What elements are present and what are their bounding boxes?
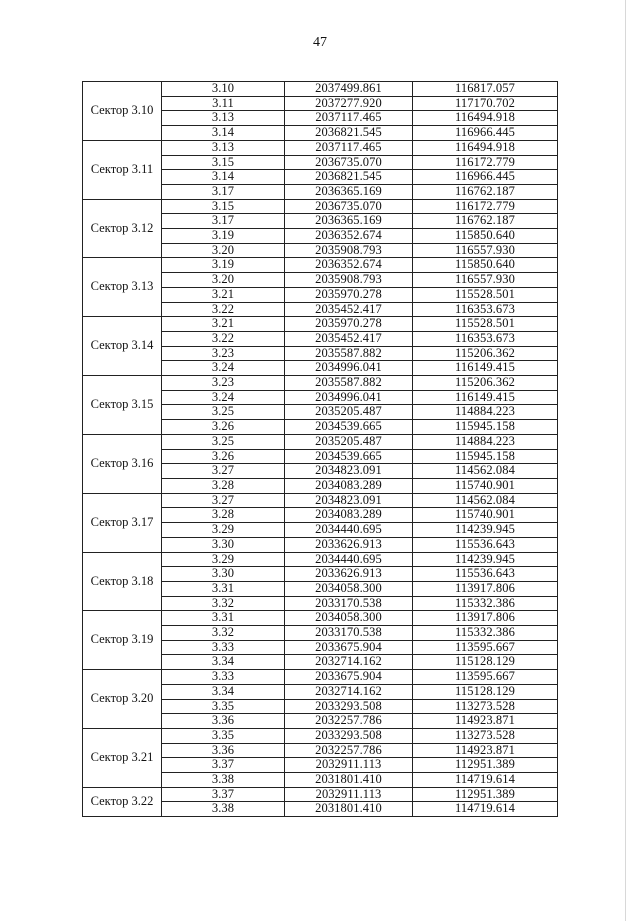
sector-group — [83, 728, 558, 787]
point-number-cell: 3.13 — [162, 140, 285, 155]
x-coordinate-cell: 2035452.417 — [285, 331, 413, 346]
x-coordinate-cell: 2032714.162 — [285, 655, 413, 670]
y-coordinate-cell: 114884.223 — [413, 434, 558, 449]
y-coordinate-cell: 114923.871 — [413, 743, 558, 758]
point-number-cell: 3.32 — [162, 626, 285, 641]
y-coordinate-cell: 116353.673 — [413, 331, 558, 346]
y-coordinate-cell: 116172.779 — [413, 155, 558, 170]
x-coordinate-cell: 2033626.913 — [285, 537, 413, 552]
x-coordinate-cell: 2036352.674 — [285, 229, 413, 244]
sector-name-cell: Сектор 3.18 — [83, 552, 162, 611]
point-number-cell: 3.29 — [162, 552, 285, 567]
y-coordinate-cell: 115206.362 — [413, 376, 558, 391]
point-number-cell: 3.36 — [162, 743, 285, 758]
y-coordinate-cell: 114239.945 — [413, 523, 558, 538]
sector-group — [83, 199, 558, 258]
table-row — [83, 611, 558, 626]
x-coordinate-cell: 2035205.487 — [285, 405, 413, 420]
y-coordinate-cell: 115850.640 — [413, 229, 558, 244]
y-coordinate-cell: 116557.930 — [413, 273, 558, 288]
x-coordinate-cell: 2035587.882 — [285, 376, 413, 391]
x-coordinate-cell: 2035587.882 — [285, 346, 413, 361]
x-coordinate-cell: 2031801.410 — [285, 773, 413, 788]
y-coordinate-cell: 114239.945 — [413, 552, 558, 567]
x-coordinate-cell: 2034996.041 — [285, 361, 413, 376]
y-coordinate-cell: 116966.445 — [413, 170, 558, 185]
sector-group — [83, 258, 558, 317]
y-coordinate-cell: 115740.901 — [413, 508, 558, 523]
x-coordinate-cell: 2032714.162 — [285, 684, 413, 699]
y-coordinate-cell: 115206.362 — [413, 346, 558, 361]
x-coordinate-cell: 2036365.169 — [285, 184, 413, 199]
y-coordinate-cell: 115128.129 — [413, 655, 558, 670]
y-coordinate-cell: 116817.057 — [413, 82, 558, 97]
table-row — [83, 552, 558, 567]
table-row — [83, 670, 558, 685]
x-coordinate-cell: 2032257.786 — [285, 714, 413, 729]
y-coordinate-cell: 113595.667 — [413, 640, 558, 655]
y-coordinate-cell: 112951.389 — [413, 787, 558, 802]
point-number-cell: 3.17 — [162, 184, 285, 199]
x-coordinate-cell: 2033626.913 — [285, 567, 413, 582]
point-number-cell: 3.27 — [162, 493, 285, 508]
point-number-cell: 3.30 — [162, 537, 285, 552]
x-coordinate-cell: 2034823.091 — [285, 493, 413, 508]
point-number-cell: 3.10 — [162, 82, 285, 97]
table-row — [83, 376, 558, 391]
point-number-cell: 3.26 — [162, 420, 285, 435]
point-number-cell: 3.37 — [162, 787, 285, 802]
table-row — [83, 140, 558, 155]
table-row — [83, 258, 558, 273]
x-coordinate-cell: 2034058.300 — [285, 611, 413, 626]
y-coordinate-cell: 115945.158 — [413, 449, 558, 464]
point-number-cell: 3.34 — [162, 684, 285, 699]
point-number-cell: 3.38 — [162, 802, 285, 817]
y-coordinate-cell: 116762.187 — [413, 184, 558, 199]
y-coordinate-cell: 115332.386 — [413, 626, 558, 641]
x-coordinate-cell: 2034539.665 — [285, 420, 413, 435]
point-number-cell: 3.20 — [162, 273, 285, 288]
sector-group — [83, 670, 558, 729]
point-number-cell: 3.30 — [162, 567, 285, 582]
sector-group — [83, 552, 558, 611]
y-coordinate-cell: 115332.386 — [413, 596, 558, 611]
point-number-cell: 3.35 — [162, 699, 285, 714]
point-number-cell: 3.15 — [162, 155, 285, 170]
y-coordinate-cell: 114719.614 — [413, 773, 558, 788]
x-coordinate-cell: 2035205.487 — [285, 434, 413, 449]
y-coordinate-cell: 114719.614 — [413, 802, 558, 817]
sector-name-cell: Сектор 3.22 — [83, 787, 162, 816]
x-coordinate-cell: 2032911.113 — [285, 758, 413, 773]
point-number-cell: 3.23 — [162, 346, 285, 361]
point-number-cell: 3.21 — [162, 317, 285, 332]
x-coordinate-cell: 2037117.465 — [285, 140, 413, 155]
x-coordinate-cell: 2036821.545 — [285, 126, 413, 141]
sector-group — [83, 493, 558, 552]
y-coordinate-cell: 115528.501 — [413, 287, 558, 302]
point-number-cell: 3.21 — [162, 287, 285, 302]
point-number-cell: 3.23 — [162, 376, 285, 391]
x-coordinate-cell: 2032257.786 — [285, 743, 413, 758]
page-edge-line — [625, 0, 626, 921]
y-coordinate-cell: 115945.158 — [413, 420, 558, 435]
x-coordinate-cell: 2034083.289 — [285, 478, 413, 493]
x-coordinate-cell: 2033293.508 — [285, 728, 413, 743]
sector-name-cell: Сектор 3.20 — [83, 670, 162, 729]
table-row — [83, 82, 558, 97]
sector-name-cell: Сектор 3.16 — [83, 434, 162, 493]
point-number-cell: 3.35 — [162, 728, 285, 743]
x-coordinate-cell: 2033675.904 — [285, 670, 413, 685]
point-number-cell: 3.14 — [162, 126, 285, 141]
sector-group — [83, 82, 558, 141]
point-number-cell: 3.31 — [162, 581, 285, 596]
point-number-cell: 3.20 — [162, 243, 285, 258]
point-number-cell: 3.22 — [162, 302, 285, 317]
y-coordinate-cell: 114884.223 — [413, 405, 558, 420]
point-number-cell: 3.19 — [162, 258, 285, 273]
x-coordinate-cell: 2034083.289 — [285, 508, 413, 523]
point-number-cell: 3.27 — [162, 464, 285, 479]
x-coordinate-cell: 2037499.861 — [285, 82, 413, 97]
x-coordinate-cell: 2036735.070 — [285, 199, 413, 214]
table-row — [83, 493, 558, 508]
x-coordinate-cell: 2035908.793 — [285, 243, 413, 258]
point-number-cell: 3.11 — [162, 96, 285, 111]
y-coordinate-cell: 116353.673 — [413, 302, 558, 317]
y-coordinate-cell: 116557.930 — [413, 243, 558, 258]
point-number-cell: 3.24 — [162, 390, 285, 405]
sector-name-cell: Сектор 3.10 — [83, 82, 162, 141]
x-coordinate-cell: 2034823.091 — [285, 464, 413, 479]
point-number-cell: 3.34 — [162, 655, 285, 670]
sector-group — [83, 317, 558, 376]
point-number-cell: 3.31 — [162, 611, 285, 626]
y-coordinate-cell: 115536.643 — [413, 567, 558, 582]
x-coordinate-cell: 2033170.538 — [285, 596, 413, 611]
sector-group — [83, 434, 558, 493]
x-coordinate-cell: 2035970.278 — [285, 317, 413, 332]
x-coordinate-cell: 2034440.695 — [285, 552, 413, 567]
y-coordinate-cell: 117170.702 — [413, 96, 558, 111]
coordinates-table — [82, 81, 558, 817]
x-coordinate-cell: 2036735.070 — [285, 155, 413, 170]
page-number: 47 — [313, 35, 327, 50]
point-number-cell: 3.36 — [162, 714, 285, 729]
x-coordinate-cell: 2034058.300 — [285, 581, 413, 596]
table-row — [83, 199, 558, 214]
sector-group — [83, 140, 558, 199]
sector-name-cell: Сектор 3.14 — [83, 317, 162, 376]
x-coordinate-cell: 2036365.169 — [285, 214, 413, 229]
sector-name-cell: Сектор 3.11 — [83, 140, 162, 199]
y-coordinate-cell: 113917.806 — [413, 581, 558, 596]
point-number-cell: 3.37 — [162, 758, 285, 773]
x-coordinate-cell: 2034539.665 — [285, 449, 413, 464]
x-coordinate-cell: 2037277.920 — [285, 96, 413, 111]
x-coordinate-cell: 2036352.674 — [285, 258, 413, 273]
table-row — [83, 434, 558, 449]
x-coordinate-cell: 2035452.417 — [285, 302, 413, 317]
y-coordinate-cell: 113273.528 — [413, 699, 558, 714]
y-coordinate-cell: 114562.084 — [413, 464, 558, 479]
point-number-cell: 3.33 — [162, 640, 285, 655]
point-number-cell: 3.25 — [162, 405, 285, 420]
y-coordinate-cell: 113917.806 — [413, 611, 558, 626]
y-coordinate-cell: 116494.918 — [413, 140, 558, 155]
point-number-cell: 3.25 — [162, 434, 285, 449]
y-coordinate-cell: 115850.640 — [413, 258, 558, 273]
point-number-cell: 3.28 — [162, 478, 285, 493]
x-coordinate-cell: 2034440.695 — [285, 523, 413, 538]
point-number-cell: 3.29 — [162, 523, 285, 538]
table-row — [83, 787, 558, 802]
y-coordinate-cell: 113273.528 — [413, 728, 558, 743]
point-number-cell: 3.17 — [162, 214, 285, 229]
point-number-cell: 3.15 — [162, 199, 285, 214]
sector-name-cell: Сектор 3.13 — [83, 258, 162, 317]
y-coordinate-cell: 116149.415 — [413, 361, 558, 376]
y-coordinate-cell: 115536.643 — [413, 537, 558, 552]
point-number-cell: 3.24 — [162, 361, 285, 376]
sector-name-cell: Сектор 3.12 — [83, 199, 162, 258]
y-coordinate-cell: 114923.871 — [413, 714, 558, 729]
y-coordinate-cell: 116172.779 — [413, 199, 558, 214]
x-coordinate-cell: 2035908.793 — [285, 273, 413, 288]
y-coordinate-cell: 116966.445 — [413, 126, 558, 141]
point-number-cell: 3.28 — [162, 508, 285, 523]
point-number-cell: 3.14 — [162, 170, 285, 185]
sector-name-cell: Сектор 3.19 — [83, 611, 162, 670]
table-row — [83, 728, 558, 743]
point-number-cell: 3.38 — [162, 773, 285, 788]
y-coordinate-cell: 115528.501 — [413, 317, 558, 332]
x-coordinate-cell: 2032911.113 — [285, 787, 413, 802]
table-row — [83, 317, 558, 332]
sector-group — [83, 787, 558, 816]
x-coordinate-cell: 2033293.508 — [285, 699, 413, 714]
y-coordinate-cell: 115128.129 — [413, 684, 558, 699]
y-coordinate-cell: 114562.084 — [413, 493, 558, 508]
point-number-cell: 3.22 — [162, 331, 285, 346]
x-coordinate-cell: 2031801.410 — [285, 802, 413, 817]
sector-group — [83, 376, 558, 435]
point-number-cell: 3.26 — [162, 449, 285, 464]
x-coordinate-cell: 2035970.278 — [285, 287, 413, 302]
y-coordinate-cell: 116762.187 — [413, 214, 558, 229]
x-coordinate-cell: 2037117.465 — [285, 111, 413, 126]
point-number-cell: 3.13 — [162, 111, 285, 126]
y-coordinate-cell: 112951.389 — [413, 758, 558, 773]
x-coordinate-cell: 2033675.904 — [285, 640, 413, 655]
point-number-cell: 3.32 — [162, 596, 285, 611]
y-coordinate-cell: 116149.415 — [413, 390, 558, 405]
point-number-cell: 3.33 — [162, 670, 285, 685]
y-coordinate-cell: 116494.918 — [413, 111, 558, 126]
sector-name-cell: Сектор 3.21 — [83, 728, 162, 787]
sector-name-cell: Сектор 3.15 — [83, 376, 162, 435]
y-coordinate-cell: 113595.667 — [413, 670, 558, 685]
x-coordinate-cell: 2034996.041 — [285, 390, 413, 405]
sector-name-cell: Сектор 3.17 — [83, 493, 162, 552]
y-coordinate-cell: 115740.901 — [413, 478, 558, 493]
point-number-cell: 3.19 — [162, 229, 285, 244]
x-coordinate-cell: 2033170.538 — [285, 626, 413, 641]
sector-group — [83, 611, 558, 670]
x-coordinate-cell: 2036821.545 — [285, 170, 413, 185]
